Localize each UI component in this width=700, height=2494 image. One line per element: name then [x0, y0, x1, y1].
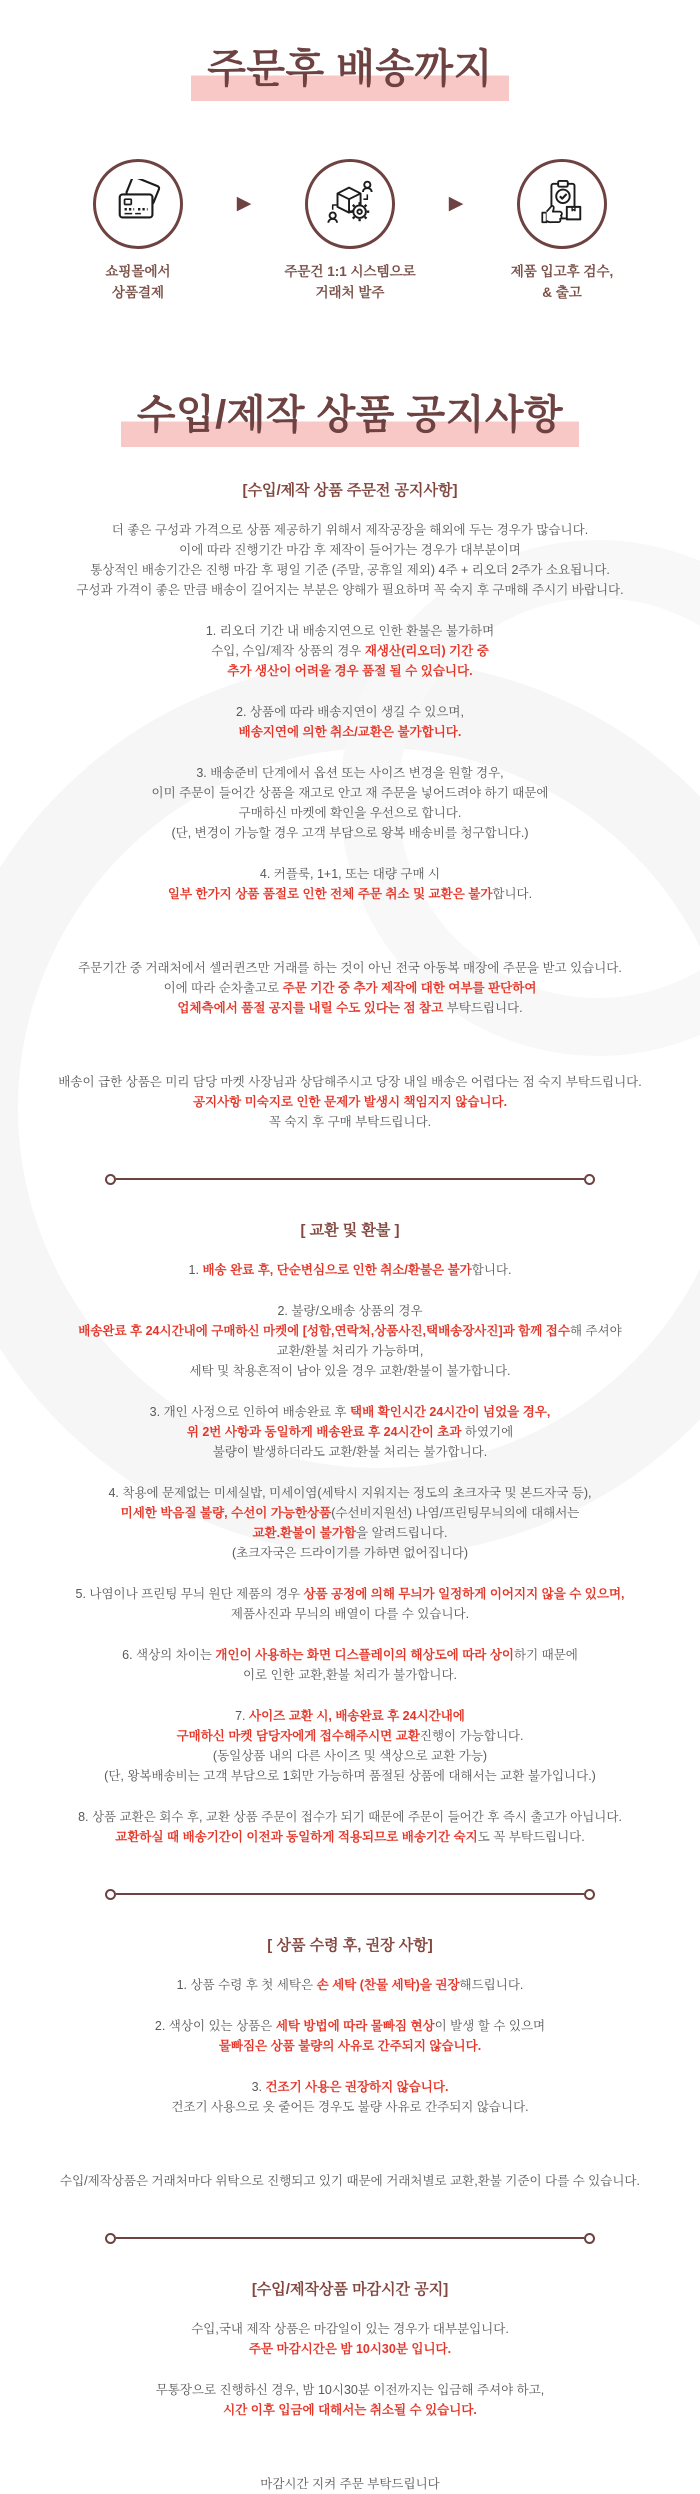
notice-line: 2. 불량/오배송 상품의 경우	[277, 1303, 423, 1318]
notice-line: 구성과 가격이 좋은 만큼 배송이 길어지는 부분은 양해가 필요하며 꼭 숙지 후 구매해 주시기 바랍니다.	[76, 582, 624, 597]
notice-paragraph	[0, 1975, 700, 1995]
section-divider	[105, 1174, 595, 1185]
notice-line: (단, 변경이 가능할 경우 고객 부담으로 왕복 배송비를 청구합니다.)	[171, 825, 529, 840]
notice-line: 위 2번 사항과 동일하게 배송완료 후 24시간이 초과 하였기에	[186, 1424, 514, 1439]
notice-line: 배송이 급한 상품은 미리 담당 마켓 사장님과 상담해주시고 당장 내일 배송은 어렵다는 점 숙지 부탁드립니다.	[58, 1074, 642, 1089]
notice-paragraph	[0, 621, 700, 681]
notice-paragraph	[0, 2171, 700, 2191]
notice-section	[0, 481, 700, 1132]
notice-line: 수입,국내 제작 상품은 마감일이 있는 경우가 대부분입니다.	[191, 2321, 509, 2336]
notice-line: 이에 따라 순차출고로 주문 기간 중 추가 제작에 대한 여부를 판단하여	[163, 980, 537, 995]
receiving-inspection-icon	[537, 179, 587, 229]
notice-paragraph	[0, 2016, 700, 2056]
notice-line: 3. 개인 사정으로 인하여 배송완료 후 택배 확인시간 24시간이 넘었을 경우,	[149, 1404, 551, 1419]
notice-paragraph	[0, 1301, 700, 1381]
notice-line: 3. 건조기 사용은 권장하지 않습니다.	[251, 2079, 449, 2094]
notice-paragraph	[0, 702, 700, 742]
notice-paragraph	[0, 2077, 700, 2117]
notice-paragraph	[0, 1402, 700, 1462]
divider-end-ring	[584, 1174, 595, 1185]
notice-line: 통상적인 배송기간은 진행 마감 후 평일 기준 (주말, 공휴일 제외) 4주 + 리오더 2주가 소요됩니다.	[90, 562, 610, 577]
notice-line: 주문기간 중 거래처에서 셀러퀸즈만 거래를 하는 것이 아닌 전국 아동복 매장에 주문을 받고 있습니다.	[78, 960, 622, 975]
divider-end-ring	[584, 1889, 595, 1900]
notice-paragraph	[0, 1072, 700, 1132]
notice-line: 4. 착용에 문제없는 미세실밥, 미세이염(세탁시 지워지는 정도의 초크자국 및 본드자국 등),	[108, 1485, 592, 1500]
page-title-delivery-process	[0, 0, 700, 101]
section-divider	[105, 1889, 595, 1900]
notice-paragraph	[0, 520, 700, 600]
notice-paragraph	[0, 1645, 700, 1685]
notice-line: 2. 색상이 있는 상품은 세탁 방법에 따라 물빠짐 현상이 발생 할 수 있으며	[154, 2018, 546, 2033]
arrow-right-icon: ▶	[448, 193, 464, 214]
step-inspection-shipping	[469, 159, 655, 304]
notice-line: 7. 사이즈 교환 시, 배송완료 후 24시간내에	[235, 1708, 465, 1723]
notice-line: 추가 생산이 어려울 경우 품절 될 수 있습니다.	[227, 663, 473, 678]
notice-line: 수입/제작상품은 거래처마다 위탁으로 진행되고 있기 때문에 거래처별로 교환,환불 기준이 다를 수 있습니다.	[60, 2173, 640, 2188]
divider-rule	[116, 1893, 584, 1895]
notice-paragraph	[0, 958, 700, 1018]
notice-line: (단, 왕복배송비는 고객 부담으로 1회만 가능하며 품절된 상품에 대해서는 교환 불가입니다.)	[104, 1768, 596, 1783]
order-system-icon	[325, 179, 375, 229]
notice-line: 1. 리오더 기간 내 배송지연으로 인한 환불은 불가하며	[205, 623, 495, 638]
notice-line: 배송완료 후 24시간내에 구매하신 마켓에 [성함,연락처,상품사진,택배송장사진]과 함께 접수해 주셔야	[78, 1323, 622, 1338]
notice-paragraph	[0, 1483, 700, 1563]
order-process-steps	[0, 159, 700, 304]
notice-line: 1. 상품 수령 후 첫 세탁은 손 세탁 (찬물 세탁)을 권장해드립니다.	[176, 1977, 524, 1992]
notice-line: 1. 배송 완료 후, 단순변심으로 인한 취소/환불은 불가합니다.	[188, 1262, 512, 1277]
notice-section	[0, 2280, 700, 2494]
notice-paragraph	[0, 1260, 700, 1280]
notice-line: 교환/환불 처리가 가능하며,	[276, 1343, 424, 1358]
divider-end-ring	[105, 1889, 116, 1900]
notice-line: 이로 인한 교환,환불 처리가 불가합니다.	[242, 1667, 458, 1682]
section-heading: [ 교환 및 환불 ]	[300, 1221, 400, 1239]
divider-end-ring	[105, 1174, 116, 1185]
notice-line: 수입, 수입/제작 상품의 경우 재생산(리오더) 기간 중	[211, 643, 489, 658]
notice-paragraph	[0, 864, 700, 904]
notice-line: (동일상품 내의 다른 사이즈 및 색상으로 교환 가능)	[212, 1748, 488, 1763]
highlighted-title-text: 수입/제작 상품 공지사항	[121, 392, 579, 447]
notice-line: 무통장으로 진행하신 경우, 밤 10시30분 이전까지는 입금해 주셔야 하고,	[155, 2382, 545, 2397]
notice-line: 마감시간 지켜 주문 부탁드립니다	[260, 2476, 440, 2491]
divider-end-ring	[584, 2233, 595, 2244]
notice-line: 주문 마감시간은 밤 10시30분 입니다.	[248, 2341, 452, 2356]
notice-line: 교환.환불이 불가함을 알려드립니다.	[252, 1525, 448, 1540]
notice-line: 6. 색상의 차이는 개인이 사용하는 화면 디스플레이의 해상도에 따라 상이하기 때문에	[122, 1647, 578, 1662]
notice-section	[0, 1936, 700, 2191]
notice-line: 일부 한가지 상품 품절로 인한 전체 주문 취소 및 교환은 불가합니다.	[167, 886, 533, 901]
page-title-product-notice	[0, 304, 700, 447]
notice-body	[0, 481, 700, 2494]
notice-paragraph	[0, 1706, 700, 1786]
step-order-system	[257, 159, 443, 304]
notice-line: 배송지연에 의한 취소/교환은 불가합니다.	[238, 724, 462, 739]
section-heading: [수입/제작상품 마감시간 공지]	[251, 2280, 449, 2298]
notice-line: 더 좋은 구성과 가격으로 상품 제공하기 위해서 제작공장을 해외에 두는 경우가 많습니다.	[111, 522, 589, 537]
step-label: 쇼핑몰에서 상품결제	[105, 264, 171, 300]
notice-paragraph	[0, 2319, 700, 2359]
highlighted-title-text: 주문후 배송까지	[191, 46, 509, 101]
notice-line: 3. 배송준비 단계에서 옵션 또는 사이즈 변경을 원할 경우,	[196, 765, 504, 780]
step-shop-payment	[45, 159, 231, 304]
notice-line: 업체측에서 품절 공지를 내릴 수도 있다는 점 참고 부탁드립니다.	[177, 1000, 523, 1015]
notice-line: 꼭 숙지 후 구매 부탁드립니다.	[268, 1114, 432, 1129]
step-label: 주문건 1:1 시스템으로 거래처 발주	[284, 264, 416, 300]
notice-line: 2. 상품에 따라 배송지연이 생길 수 있으며,	[236, 704, 464, 719]
notice-paragraph	[0, 2474, 700, 2494]
notice-line: 건조기 사용으로 옷 줄어든 경우도 불량 사유로 간주되지 않습니다.	[171, 2099, 529, 2114]
notice-line: 5. 나염이나 프린팅 무늬 원단 제품의 경우 상품 공정에 의해 무늬가 일정하게 이어지지 않을 수 있으며,	[75, 1586, 625, 1601]
notice-line: 8. 상품 교환은 회수 후, 교환 상품 주문이 접수가 되기 때문에 주문이 들어간 후 즉시 출고가 아닙니다.	[78, 1809, 622, 1824]
divider-end-ring	[105, 2233, 116, 2244]
section-divider	[105, 2233, 595, 2244]
notice-line: 불량이 발생하더라도 교환/환불 처리는 불가합니다.	[212, 1444, 488, 1459]
notice-line: 이에 따라 진행기간 마감 후 제작이 들어가는 경우가 대부분이며	[179, 542, 521, 557]
notice-paragraph	[0, 1807, 700, 1847]
notice-line: 이미 주문이 들어간 상품을 재고로 안고 재 주문을 넣어드려야 하기 때문에	[151, 785, 549, 800]
step-label: 제품 입고후 검수, & 출고	[510, 264, 614, 300]
notice-line: 교환하실 때 배송기간이 이전과 동일하게 적용되므로 배송기간 숙지도 꼭 부탁드립니다.	[115, 1829, 585, 1844]
notice-paragraph	[0, 763, 700, 843]
notice-line: 미세한 박음질 불량, 수선이 가능한상품(수선비지원선) 나염/프린팅무늬의에 대해서는	[120, 1505, 580, 1520]
notice-line: 구매하신 마켓 담당자에게 접수해주시면 교환진행이 가능합니다.	[176, 1728, 524, 1743]
notice-line: 물빠짐은 상품 불량의 사유로 간주되지 않습니다.	[218, 2038, 482, 2053]
notice-line: 구매하신 마켓에 확인을 우선으로 합니다.	[238, 805, 462, 820]
section-heading: [ 상품 수령 후, 권장 사항]	[267, 1936, 433, 1954]
notice-line: (초크자국은 드라이기를 가하면 없어집니다)	[231, 1545, 469, 1560]
divider-rule	[116, 2237, 584, 2239]
credit-card-icon	[113, 179, 163, 229]
notice-line: 4. 커플룩, 1+1, 또는 대량 구매 시	[259, 866, 441, 881]
notice-line: 세탁 및 착용흔적이 남아 있을 경우 교환/환불이 불가합니다.	[189, 1363, 511, 1378]
notice-paragraph	[0, 2380, 700, 2420]
notice-paragraph	[0, 1584, 700, 1624]
divider-rule	[116, 1178, 584, 1180]
notice-line: 제품사진과 무늬의 배열이 다를 수 있습니다.	[230, 1606, 470, 1621]
notice-section	[0, 1221, 700, 1847]
notice-line: 시간 이후 입금에 대해서는 취소될 수 있습니다.	[223, 2402, 477, 2417]
arrow-right-icon: ▶	[236, 193, 252, 214]
section-heading: [수입/제작 상품 주문전 공지사항]	[242, 481, 458, 499]
notice-line: 공지사항 미숙지로 인한 문제가 발생시 책임지지 않습니다.	[192, 1094, 508, 1109]
